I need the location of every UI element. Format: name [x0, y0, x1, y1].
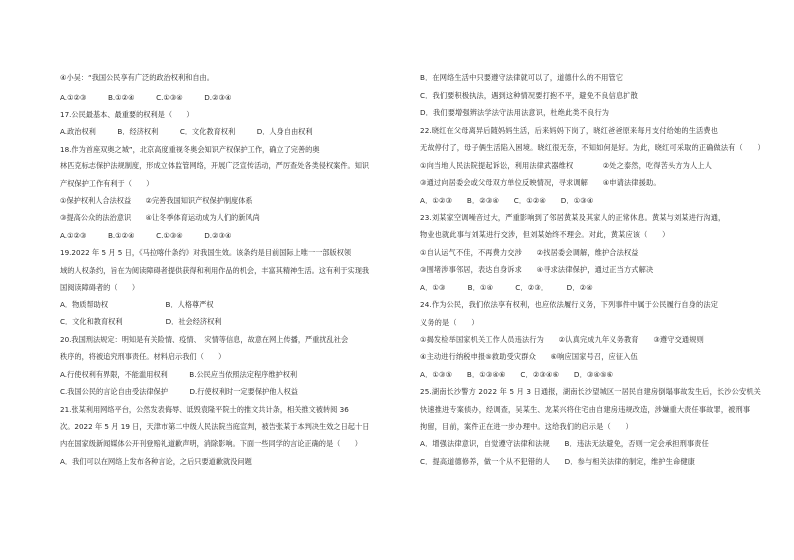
answer-options: A．①③⑤ B．①③④⑥ C．②③④⑥ D．③④⑤⑥ [420, 370, 614, 379]
question-19-stem: 19.2022 年 5 月 5 日，《马拉喀什条约》对我国生效。该条约是目前国际上唯一一部版权领 [60, 248, 352, 257]
question-line: 内在国家级新闻媒体公开刊登赔礼道歉声明，消除影响。下面一些同学的言论正确的是（ ） [60, 439, 362, 448]
answer-options: C．提高道德修养，做一个从不犯错的人 D．参与相关法律的制定，维护生命健康 [420, 457, 696, 466]
question-line: 义务的是（ ） [420, 318, 479, 327]
statement-options: ③提高公众的法治意识 ④让冬季体育运动成为人们的新风尚 [60, 213, 260, 222]
question-line: ④小吴：“我国公民享有广泛的政治权利和自由。 [60, 73, 214, 82]
question-line: 拘留，目前，案件正在进一步办理中。这给我们的启示是（ ） [420, 422, 633, 431]
question-line: 国阅读障碍者的（ ） [60, 283, 140, 292]
answer-options: A.①②③ B.①②④ C.①③④ D.②③④ [60, 231, 232, 240]
answer-option: D．我们要增强辨法学法守法用法意识，杜绝此类不良行为 [420, 108, 610, 117]
question-line: 秩序的，将被追究刑事责任。材料启示我们（ ） [60, 352, 226, 361]
statement-options: ③围堵涉事邻居，表达自身诉求 ④寻求法律保护，通过正当方式解决 [420, 265, 654, 274]
question-20-stem: 20.我国刑法规定：明知是有关险情、疫情、 灾情等信息，故意在网上传播，严重扰乱社会 [60, 335, 349, 344]
statement-options: ①保护权利人合法权益 ②完善我国知识产权保护制度体系 [60, 196, 253, 205]
question-25-stem: 25.湖南长沙警方 2022 年 5 月 3 日通报，湖南长沙望城区一居民自建房倒塌事故发生后，长沙公安机关 [420, 387, 761, 396]
answer-option: B．在网络生活中只要遵守法律就可以了，道德什么的不用管它 [420, 73, 624, 82]
question-line: 产权保护工作有利于（ ） [60, 179, 154, 188]
statement-options: ①揭发检举国家机关工作人员违法行为 ②认真完成九年义务教育 ③遵守交通规则 [420, 335, 704, 344]
answer-options: A.政治权利 B．经济权利 C．文化教育权利 D．人身自由权利 [60, 127, 313, 136]
answer-options: A．物质帮助权 B．人格尊严权 [60, 300, 214, 309]
statement-options: ④主动进行纳税申报⑤救助受灾群众 ⑥响应国家号召，应征入伍 [420, 352, 638, 361]
answer-options: A.①②③ B.①②④ C.①③④ D.②③④ [60, 93, 232, 102]
question-line: 林匹克标志保护法规制度，形成立体监管网络，开展广泛宣传活动，严厉查处各类侵权案件。知识 [60, 161, 370, 170]
answer-options: A．①②③ B．②③④ C．①②④ D．①③④ [420, 196, 594, 205]
question-line: 无故停付了，母子俩生活陷入困境。晓红很无奈，不知如何是好。为此，晓红可采取的正确做法有（ ） [420, 143, 765, 152]
question-23-stem: 23.刘某家空调噪音过大，严重影响到了邻居黄某及其家人的正常休息。黄某与刘某进行沟通， [420, 213, 726, 222]
question-24-stem: 24.作为公民，我们依法享有权利，也应依法履行义务，下列事件中属于公民履行自身的法定 [420, 300, 719, 309]
statement-options: ①自认运气不佳，不再费力交涉 ②找居委会调解，维护合法权益 [420, 248, 639, 257]
question-22-stem: 22.晓红在父母离异后随妈妈生活，后来妈妈下岗了，晓红爸爸原来每月支付给她的生活费也 [420, 126, 719, 135]
question-18-stem: 18.作为首座双奥之城”，北京高度重视冬奥会知识产权保护工作，确立了完善的奥 [60, 145, 320, 154]
answer-options: A．增强法律意识，自觉遵守法律和法规 B．违法无法避免，否则一定会承担刑事责任 [420, 439, 709, 448]
answer-options: C．文化和教育权利 D．社会经济权利 [60, 317, 222, 326]
question-21-stem: 21.张某利用网络平台，公然发表侮辱、诋毁袁隆平院士的推文共计条，相关推文被转阅 36 [60, 405, 349, 414]
question-17-stem: 17.公民最基本、最重要的权利是（ ） [60, 110, 194, 119]
answer-options: A．①③ B．①④ C．②③． D．②④ [420, 283, 593, 292]
question-line: 域的人权条约，旨在为阅读障碍者提供获得和利用作品的机会，丰富其精神生活。这有利于实现我 [60, 266, 370, 275]
answer-option: A．我们可以在网络上发布各种言论，之后只要道歉就没问题 [60, 457, 252, 466]
question-line: 快速推进专案侦办，经调查，吴某生、龙某兴将住宅由自建房违规改造，涉嫌重大责任事故罪，被刑事 [420, 405, 751, 414]
statement-options: ③通过向居委会或父母双方单位反映情况，寻求调解 ④申请法律援助。 [420, 178, 661, 187]
answer-options: C.我国公民的言论自由受法律保护 D.行使权利时一定要保护他人权益 [60, 387, 298, 396]
statement-options: ①向当地人民法院提起诉讼，利用法律武器维权 ②处之泰然，吃得苦头方为人上人 [420, 161, 713, 170]
answer-options: A.行使权利有界限，不能滥用权利 B.公民应当依照法定程序维护权利 [60, 370, 298, 379]
question-line: 物业也就此事与刘某进行交涉，但刘某始终不理会。对此，黄某应该（ ） [420, 230, 670, 239]
answer-option: C．我们要积极执法，遇到这种情况要打抱不平，避免不良信息扩散 [420, 91, 638, 100]
question-line: 次。2022 年 5 月 19 日，天津市第二中级人民法院当庭宣判，被告张某于本判决生效之日起十日 [60, 422, 370, 431]
